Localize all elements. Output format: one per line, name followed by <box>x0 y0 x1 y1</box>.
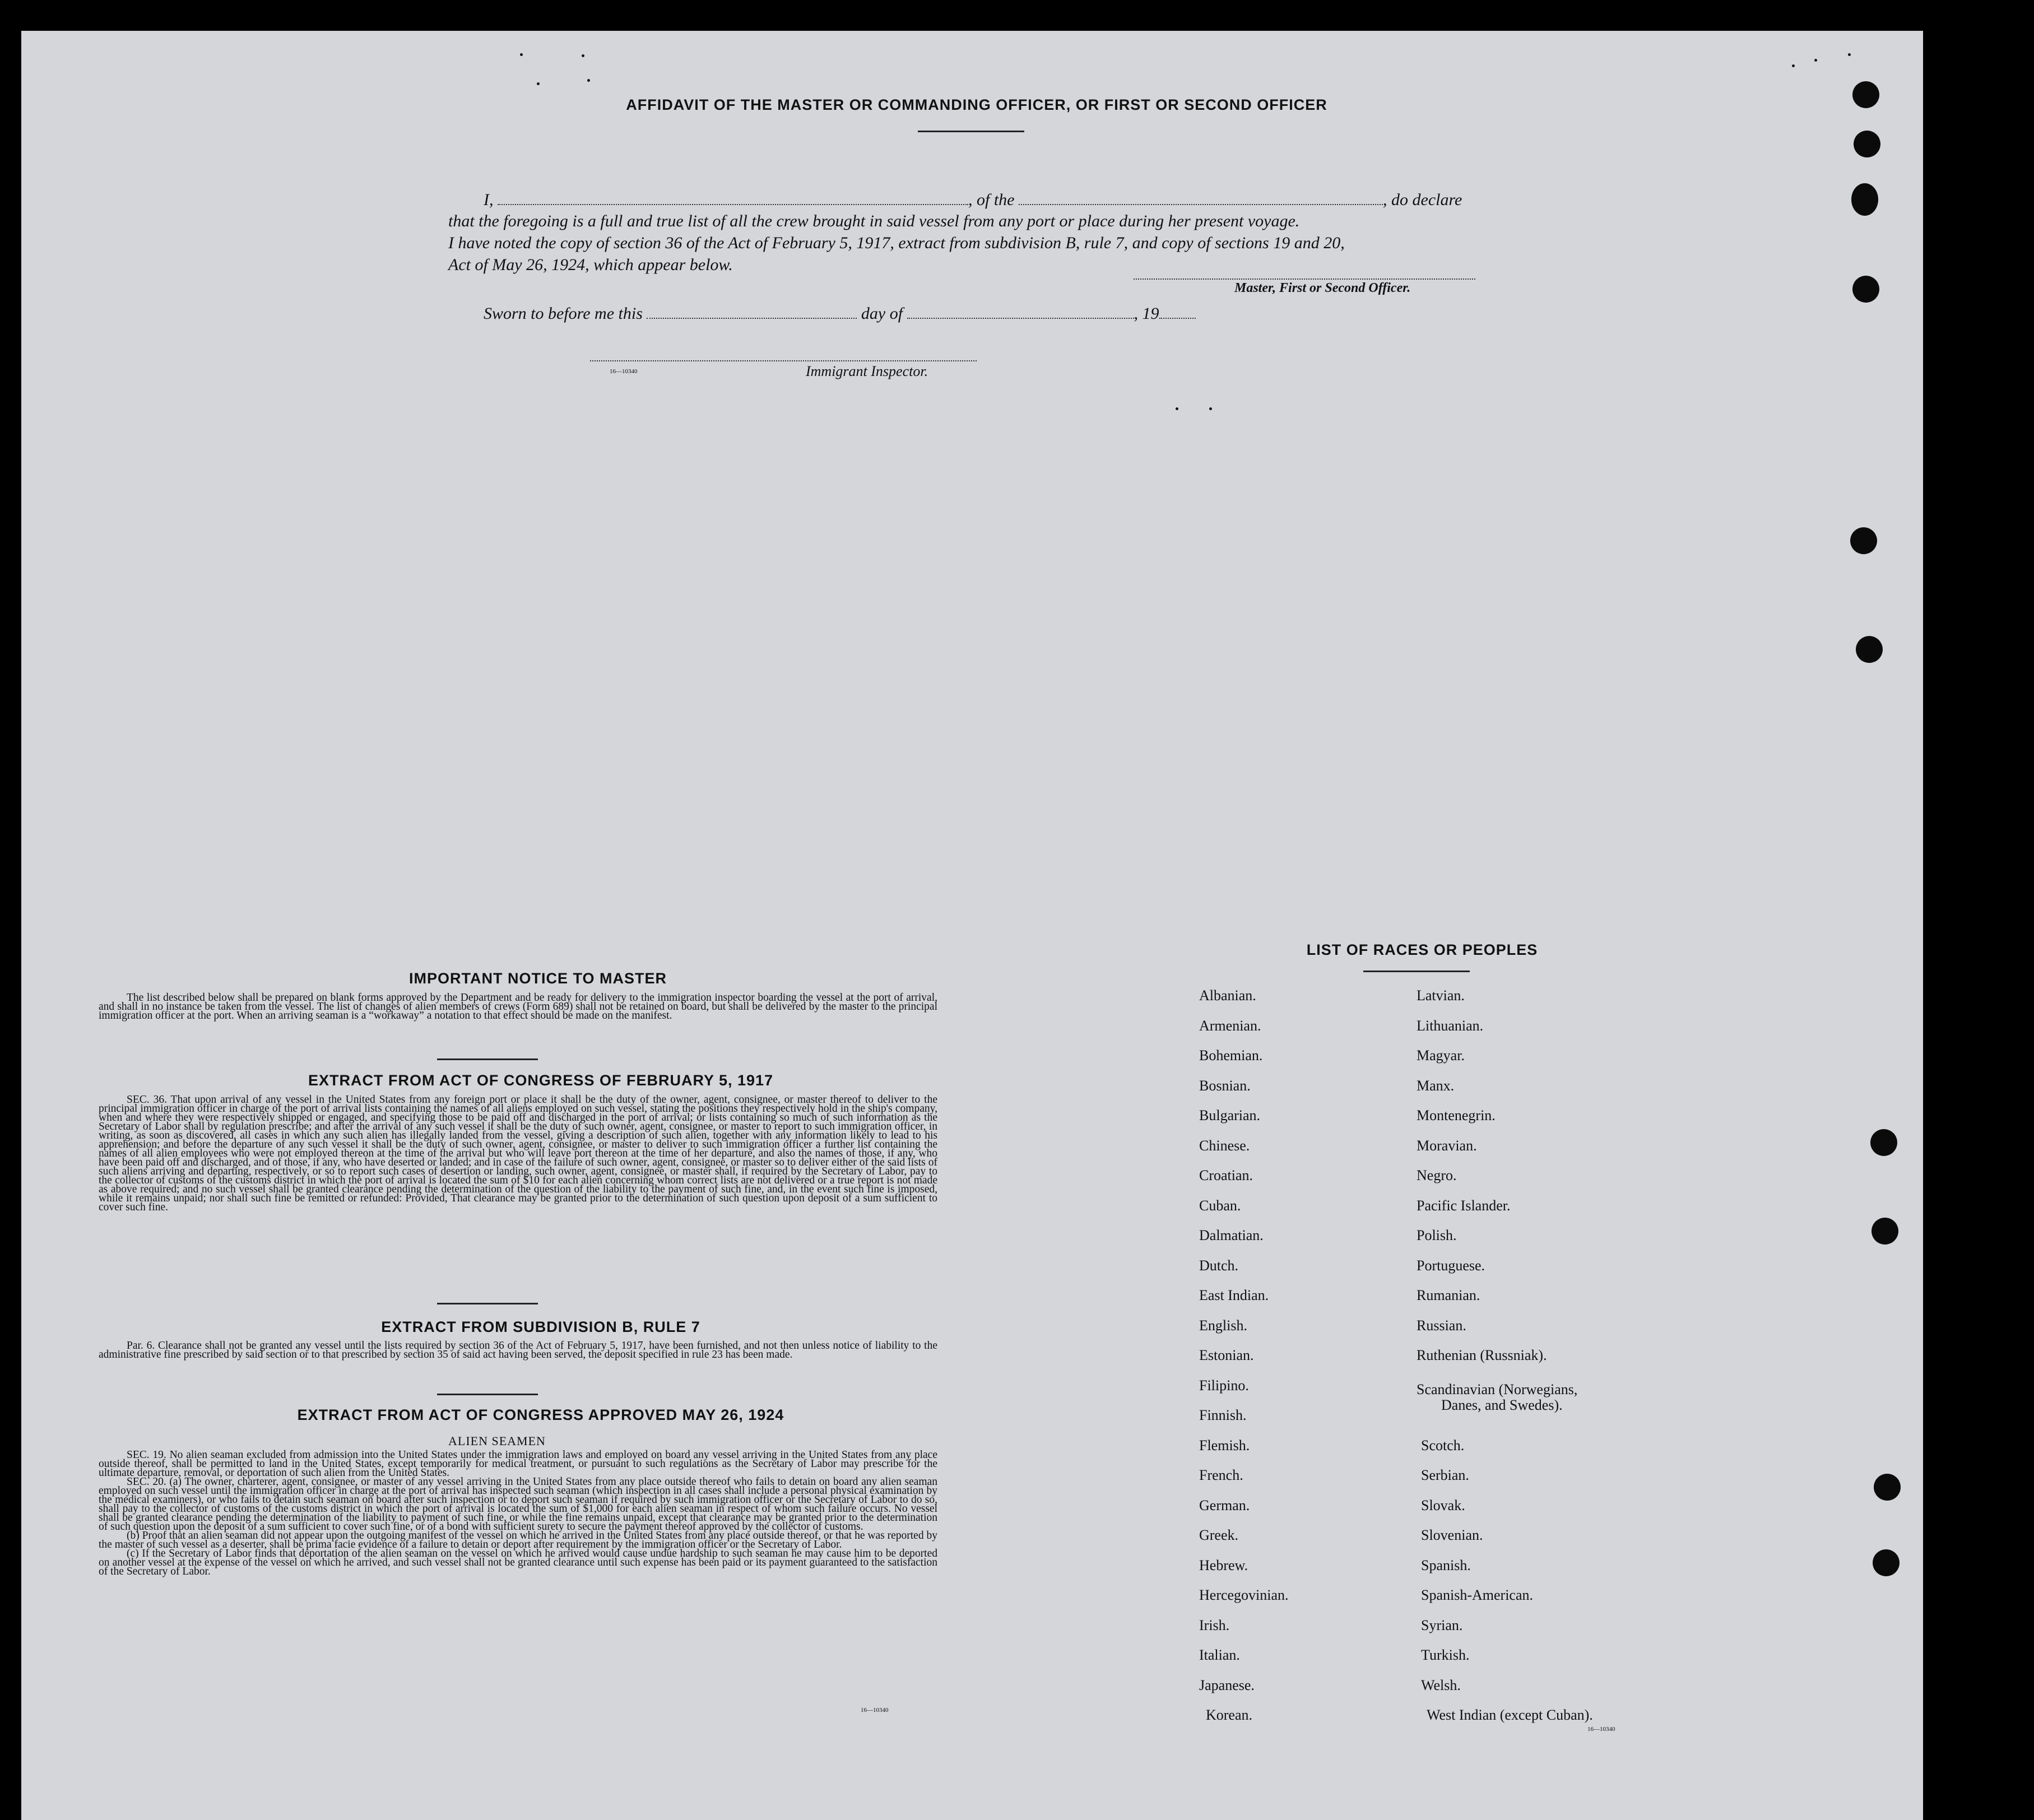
race-left-item: Albanian. <box>1199 987 1256 1004</box>
section-20a-paragraph: SEC. 20. (a) The owner, charterer, agent, consignee, or master of any vessel arriving in the United States from any place outside thereof who fails to detain on board any alien seaman employed on such vessel until the immigration officer in charge at the port of arrival has inspected such seaman (which inspection in all cases shall include a personal physical examination by the medical examiners), or who fails to detain such seaman on board after such inspection or to deport such seaman if required by such immigration officer or the Secretary of Labor to do so, shall pay to the collector of customs of the customs district in which the port of arrival is located the sum of $1,000 for each alien seaman in respect of whom such failure occurs. No vessel shall be granted clearance pending the determination of the liability to payment of such fine, or while the fine remains unpaid, except that clearance may be granted prior to the determination of such question upon the deposit of a sum sufficient to cover such fine, or of a bond with sufficient surety to secure the payment thereof approved by the collector of customs. <box>99 1476 937 1533</box>
scan-speck <box>537 82 540 85</box>
master-name-field[interactable] <box>498 193 968 205</box>
race-left-item: Chinese. <box>1199 1138 1250 1154</box>
extract-rule7-title: EXTRACT FROM SUBDIVISION B, RULE 7 <box>381 1318 700 1335</box>
scan-speck <box>1848 53 1851 56</box>
affidavit-title: AFFIDAVIT OF THE MASTER OR COMMANDING OFFICER, OR FIRST OR SECOND OFFICER <box>626 96 1327 113</box>
race-left-item: Flemish. <box>1199 1437 1250 1454</box>
affidavit-line-1 <box>484 191 1523 210</box>
section-20b-paragraph: (b) Proof that an alien seaman did not appear upon the outgoing manifest of the vessel on which he arrived in the United States from any place outside thereof, or that he was reported by the master of such vessel as a deserter, shall be prima facie evidence of a failure to detain or deport after requirement by the immigration officer or the Secretary of Labor. <box>99 1530 937 1550</box>
section-20c-paragraph: (c) If the Secretary of Labor finds that deportation of the alien seaman on the vessel on which he arrived would cause undue hardship to such seaman he may cause him to be deported on another vessel at the expense of the vessel on which he arrived, and such vessel shall not be granted clearance until such expense has been paid or its payment guaranteed to the satisfaction of the Secretary of Labor. <box>99 1548 937 1577</box>
scan-speck <box>1176 407 1178 410</box>
race-left-item: French. <box>1199 1467 1243 1483</box>
alien-seamen-subtitle: ALIEN SEAMEN <box>448 1434 546 1448</box>
section-divider-3 <box>437 1394 538 1395</box>
notice-title: IMPORTANT NOTICE TO MASTER <box>409 970 667 987</box>
race-left-item: Hebrew. <box>1199 1557 1248 1573</box>
race-right-item: Slovenian. <box>1421 1527 1483 1543</box>
affidavit-title-rule <box>918 131 1024 132</box>
affidavit-line-3: I have noted the copy of section 36 of the Act of February 5, 1917, extract from subdivision B, rule 7, and copy of sections 19 and 20, <box>448 234 1345 252</box>
race-right-item: West Indian (except Cuban). <box>1427 1707 1593 1723</box>
extract-rule7-body <box>99 1341 937 1359</box>
punch-hole <box>1851 183 1878 216</box>
punch-hole <box>1852 276 1879 303</box>
race-left-item: Korean. <box>1206 1707 1253 1723</box>
affidavit-do-declare-label: , do declare <box>1383 191 1462 209</box>
race-left-item: Bohemian. <box>1199 1047 1263 1064</box>
race-right-item: Moravian. <box>1417 1138 1477 1154</box>
race-left-item: Dalmatian. <box>1199 1227 1264 1243</box>
notice-body <box>99 993 937 1020</box>
master-signature-line[interactable] <box>1134 278 1475 280</box>
punch-hole <box>1852 81 1879 108</box>
scan-speck <box>582 54 584 57</box>
race-right-item: Danes, and Swedes). <box>1441 1397 1563 1413</box>
race-right-item: Spanish-American. <box>1421 1587 1534 1603</box>
punch-hole <box>1856 636 1883 663</box>
race-right-item: Ruthenian (Russniak). <box>1417 1347 1547 1363</box>
race-left-item: Irish. <box>1199 1617 1230 1633</box>
race-left-item: Italian. <box>1199 1647 1240 1663</box>
punch-hole <box>1872 1218 1898 1245</box>
race-right-item: Serbian. <box>1421 1467 1469 1483</box>
affidavit-of-the-label: , of the <box>968 191 1015 209</box>
scan-speck <box>520 53 523 56</box>
race-right-item: Slovak. <box>1421 1497 1465 1513</box>
form-page <box>21 31 1923 1820</box>
race-left-item: Japanese. <box>1199 1677 1255 1693</box>
race-right-item: Turkish. <box>1421 1647 1470 1663</box>
race-right-item: Welsh. <box>1421 1677 1461 1693</box>
affidavit-line-2: that the foregoing is a full and true list of all the crew brought in said vessel from any port or place during her present voyage. <box>448 212 1300 230</box>
master-signature-label: Master, First or Second Officer. <box>1234 281 1411 295</box>
races-title-rule <box>1363 971 1470 972</box>
race-right-item: Manx. <box>1417 1078 1455 1094</box>
section-divider-1 <box>437 1058 538 1060</box>
extract-1924-form-number: 16—10340 <box>861 1707 889 1714</box>
rule7-paragraph: Par. 6. Clearance shall not be granted any vessel until the lists required by section 36 of the Act of February 5, 1917, have been furnished, and not then unless notice of liability to the administrative fine prescribed by said section or to that prescribed by section 35 of said act having been served, the deposit specified in rule 23 has been made. <box>99 1340 937 1361</box>
sworn-day-field[interactable] <box>647 307 857 319</box>
race-right-item: Polish. <box>1417 1227 1457 1243</box>
notice-paragraph: The list described below shall be prepared on blank forms approved by the Department and be ready for delivery to the immigration inspector boarding the vessel at the port of arrival, and shall in no instance be taken from the vessel. The list of changes of alien members of crews (Form 689) shall not be retained on board, but shall be delivered by the master to the principal immigration officer at the port. When an arriving seaman is a “workaway” a notation to that effect should be made on the manifest. <box>99 992 937 1022</box>
sworn-year-field[interactable] <box>1159 307 1196 319</box>
race-left-item: German. <box>1199 1497 1250 1513</box>
race-left-item: Finnish. <box>1199 1407 1247 1423</box>
scan-speck <box>587 79 590 82</box>
section-19-paragraph: SEC. 19. No alien seaman excluded from admission into the United States under the immigration laws and employed on board any vessel arriving in the United States from any place outside thereof, shall be permitted to land in the United States, except temporarily for medical treatment, or pursuant to such regulations as the Secretary of Labor may prescribe for the ultimate departure, removal, or deportation of such alien from the United States. <box>99 1449 937 1479</box>
race-right-item: Portuguese. <box>1417 1257 1485 1274</box>
race-right-item: Scandinavian (Norwegians, <box>1417 1381 1578 1397</box>
extract-1917-body <box>99 1095 937 1212</box>
sworn-month-field[interactable] <box>907 307 1134 319</box>
race-left-item: Bulgarian. <box>1199 1107 1261 1123</box>
punch-hole <box>1850 527 1877 554</box>
race-left-item: Dutch. <box>1199 1257 1239 1274</box>
races-title: LIST OF RACES OR PEOPLES <box>1306 941 1538 958</box>
race-left-item: Greek. <box>1199 1527 1239 1543</box>
inspector-label: Immigrant Inspector. <box>806 363 928 379</box>
section-36-paragraph: SEC. 36. That upon arrival of any vessel in the United States from any foreign port or place it shall be the duty of the owner, agent, consignee, or master thereof to deliver to the principal immigration officer in charge of the port of arrival lists containing the names of all aliens employed on such vessel, stating the positions they respectively hold in the ship's company, when and where they were respectively shipped or engaged, and specifying those to be paid off and discharged in the port of arrival; or lists containing so much of such information as the Secretary of Labor shall by regulation prescribe; and after the arrival of any such vessel it shall be the duty of such owner, agent, consignee, or master to report to such immigration officer, in writing, as soon as discovered, all cases in which any such alien has illegally landed from the vessel, giving a description of such alien, together with any information likely to lead to his apprehension; and before the departure of any such vessel it shall be the duty of such owner, agent, consignee, or master to deliver to such immigration officer a further list containing the names of all alien employees who were not employed thereon at the time of the arrival but who will leave port thereon at the time of her departure, and also the names of those, if any, who have been paid off and discharged, and of those, if any, who have deserted or landed; and in case of the failure of such owner, agent, consignee, or master so to deliver either of the said lists of such aliens arriving and departing, respectively, or so to report such cases of desertion or landing, such owner, agent, consignee, or master shall, if required by the Secretary of Labor, pay to the collector of customs of the customs district in which the port of arrival is located the sum of $10 for each alien concerning whom correct lists are not delivered or a true report is not made as above required; and no such vessel shall be granted clearance pending the determination of the question of the liability to the payment of such fine, and, in the event such fine is imposed, while it remains unpaid; nor shall such fine be remitted or refunded: Provided, That clearance may be granted prior to the determination of such question upon deposit of a sum sufficient to cover such fine. <box>99 1094 937 1213</box>
races-form-number: 16—10340 <box>1587 1726 1615 1733</box>
scan-speck <box>1814 59 1817 62</box>
race-right-item: Spanish. <box>1421 1557 1471 1573</box>
race-left-item: English. <box>1199 1317 1247 1334</box>
extract-1917-title: EXTRACT FROM ACT OF CONGRESS OF FEBRUARY 5, 1917 <box>308 1072 774 1089</box>
vessel-name-field[interactable] <box>1019 193 1383 205</box>
race-right-item: Russian. <box>1417 1317 1466 1334</box>
extract-1924-title: EXTRACT FROM ACT OF CONGRESS APPROVED MAY 26, 1924 <box>297 1406 784 1423</box>
sworn-year-label: , 19 <box>1134 304 1159 323</box>
section-divider-2 <box>437 1303 538 1304</box>
race-right-item: Scotch. <box>1421 1437 1465 1454</box>
sworn-prefix: Sworn to before me this <box>484 304 643 323</box>
scan-speck <box>1209 407 1212 410</box>
punch-hole <box>1873 1549 1900 1576</box>
race-right-item: Lithuanian. <box>1417 1018 1484 1034</box>
race-right-item: Latvian. <box>1417 987 1465 1004</box>
race-right-item: Montenegrin. <box>1417 1107 1496 1123</box>
race-right-item: Magyar. <box>1417 1047 1465 1064</box>
inspector-signature-line[interactable] <box>590 360 977 361</box>
extract-1924-body <box>99 1451 937 1576</box>
race-right-item: Negro. <box>1417 1167 1457 1183</box>
race-left-item: Armenian. <box>1199 1018 1261 1034</box>
race-left-item: Croatian. <box>1199 1167 1253 1183</box>
race-right-item: Pacific Islander. <box>1417 1197 1511 1214</box>
punch-hole <box>1870 1129 1897 1156</box>
punch-hole <box>1874 1474 1901 1501</box>
race-left-item: Filipino. <box>1199 1377 1249 1394</box>
punch-hole <box>1854 131 1880 157</box>
race-right-item: Rumanian. <box>1417 1287 1480 1303</box>
affidavit-i-label: I, <box>484 191 494 209</box>
race-left-item: Cuban. <box>1199 1197 1241 1214</box>
race-left-item: Estonian. <box>1199 1347 1254 1363</box>
scan-speck <box>1792 64 1795 67</box>
race-left-item: Bosnian. <box>1199 1078 1251 1094</box>
race-left-item: East Indian. <box>1199 1287 1269 1303</box>
race-right-item: Syrian. <box>1421 1617 1463 1633</box>
affidavit-form-number: 16—10340 <box>610 368 638 375</box>
sworn-day-of-label: day of <box>861 304 903 323</box>
affidavit-line-4: Act of May 26, 1924, which appear below. <box>448 256 733 274</box>
race-left-item: Hercegovinian. <box>1199 1587 1289 1603</box>
sworn-line <box>484 304 1196 323</box>
